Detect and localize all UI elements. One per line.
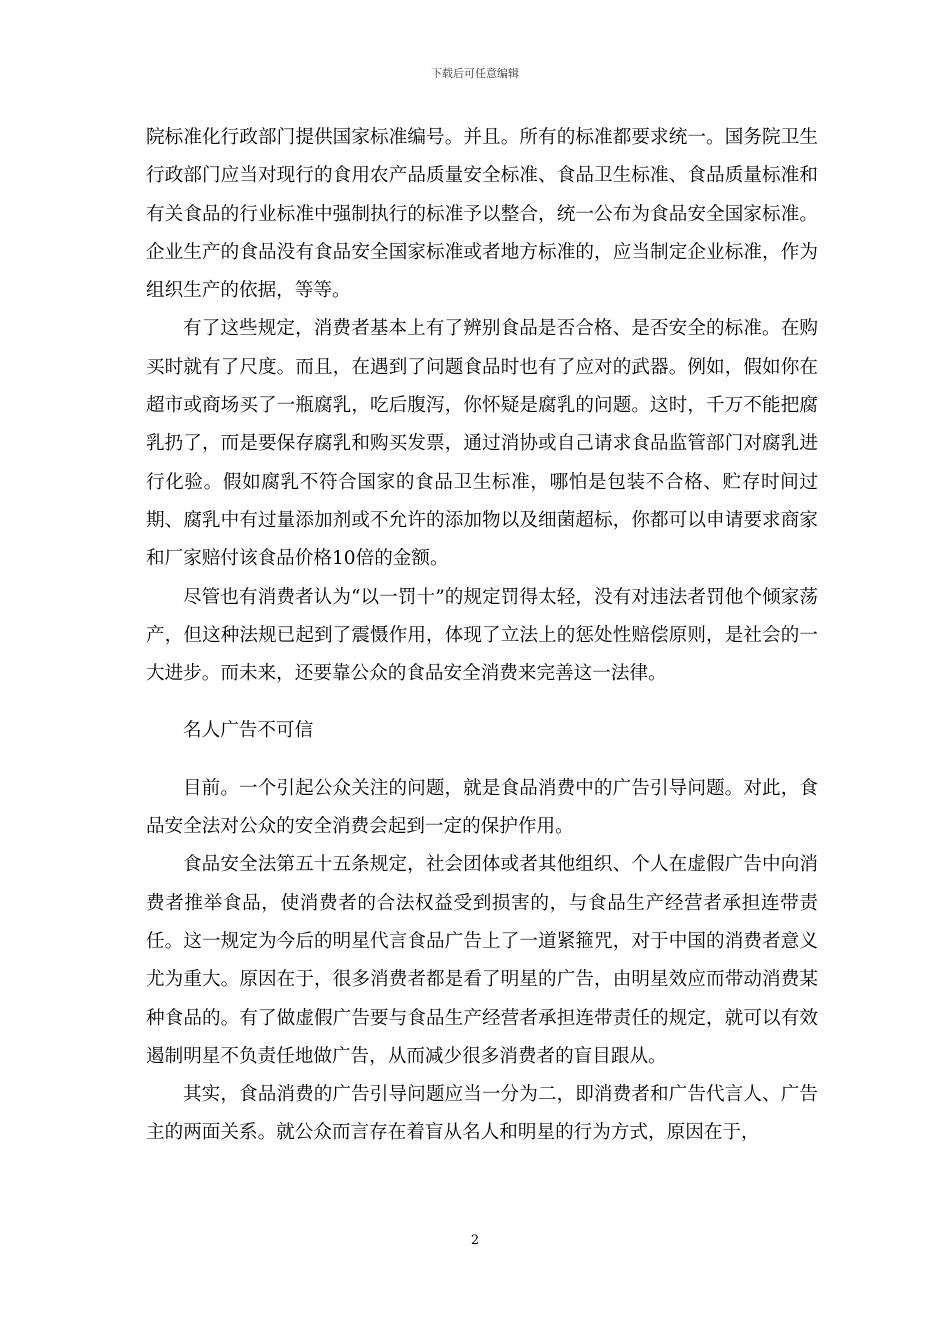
paragraph-standards: 院标准化行政部门提供国家标准编号。并且。所有的标准都要求统一。国务院卫生行政部门应当对现行的食用农产品质量安全标准、食品卫生标准、食品质量标准和有关食品的行业标准中强制执行的标准予以整合，统一公布为食品安全国家标准。企业生产的食品没有食品安全国家标准或者地方标准的，应当制定企业标准，作为组织生产的依据，等等。	[146, 127, 818, 302]
paragraph-penalty: 尽管也有消费者认为“以一罚十”的规定罚得太轻，没有对违法者罚他个倾家荡产，但这种法规已起到了震慑作用，体现了立法上的惩处性赔偿原则，是社会的一大进步。而未来，还要靠公众的食品安全消费来完善这一法律。	[146, 586, 818, 685]
paragraph-advertising-analysis: 其实，食品消费的广告引导问题应当一分为二，即消费者和广告代言人、广告主的两面关系。就公众而言存在着盲从名人和明星的行为方式，原因在于，	[146, 1084, 818, 1144]
paragraph-advertising-intro: 目前。一个引起公众关注的问题，就是食品消费中的广告引导问题。对此，食品安全法对公众的安全消费会起到一定的保护作用。	[146, 777, 818, 838]
paragraph-article-55: 食品安全法第五十五条规定，社会团体或者其他组织、个人在虚假广告中向消费者推举食品，使消费者的合法权益受到损害的，与食品生产经营者承担连带责任。这一规定为今后的明星代言食品广告上了一道紧箍咒，对于中国的消费者意义尤为重大。原因在于，很多消费者都是看了明星的广告，由明星效应而带动消费某种食品的。有了做虚假广告要与食品生产经营者承担连带责任的规定，就可以有效遏制明星不负责任地做广告，从而减少很多消费者的盲目跟从。	[146, 854, 818, 1067]
page-header: 下载后可任意编辑	[431, 67, 519, 80]
page-number: 2	[470, 1233, 480, 1248]
paragraph-consumer-rights: 有了这些规定，消费者基本上有了辨别食品是否合格、是否安全的标准。在购买时就有了尺度。而且，在遇到了问题食品时也有了应对的武器。例如，假如你在超市或商场买了一瓶腐乳，吃后腹泻，你怀疑是腐乳的问题。这时，千万不能把腐乳扔了，而是要保存腐乳和购买发票，通过消协或自己请求食品监管部门对腐乳进行化验。假如腐乳不符合国家的食品卫生标准，哪怕是包装不合格、贮存时间过期、腐乳中有过量添加剂或不允许的添加物以及细菌超标，你都可以申请要求商家和厂家赔付该食品价格10倍的金额。	[146, 318, 818, 570]
section-heading: 名人广告不可信	[183, 720, 314, 742]
section-heading-wrapper	[146, 693, 818, 769]
document-body	[146, 119, 818, 1153]
